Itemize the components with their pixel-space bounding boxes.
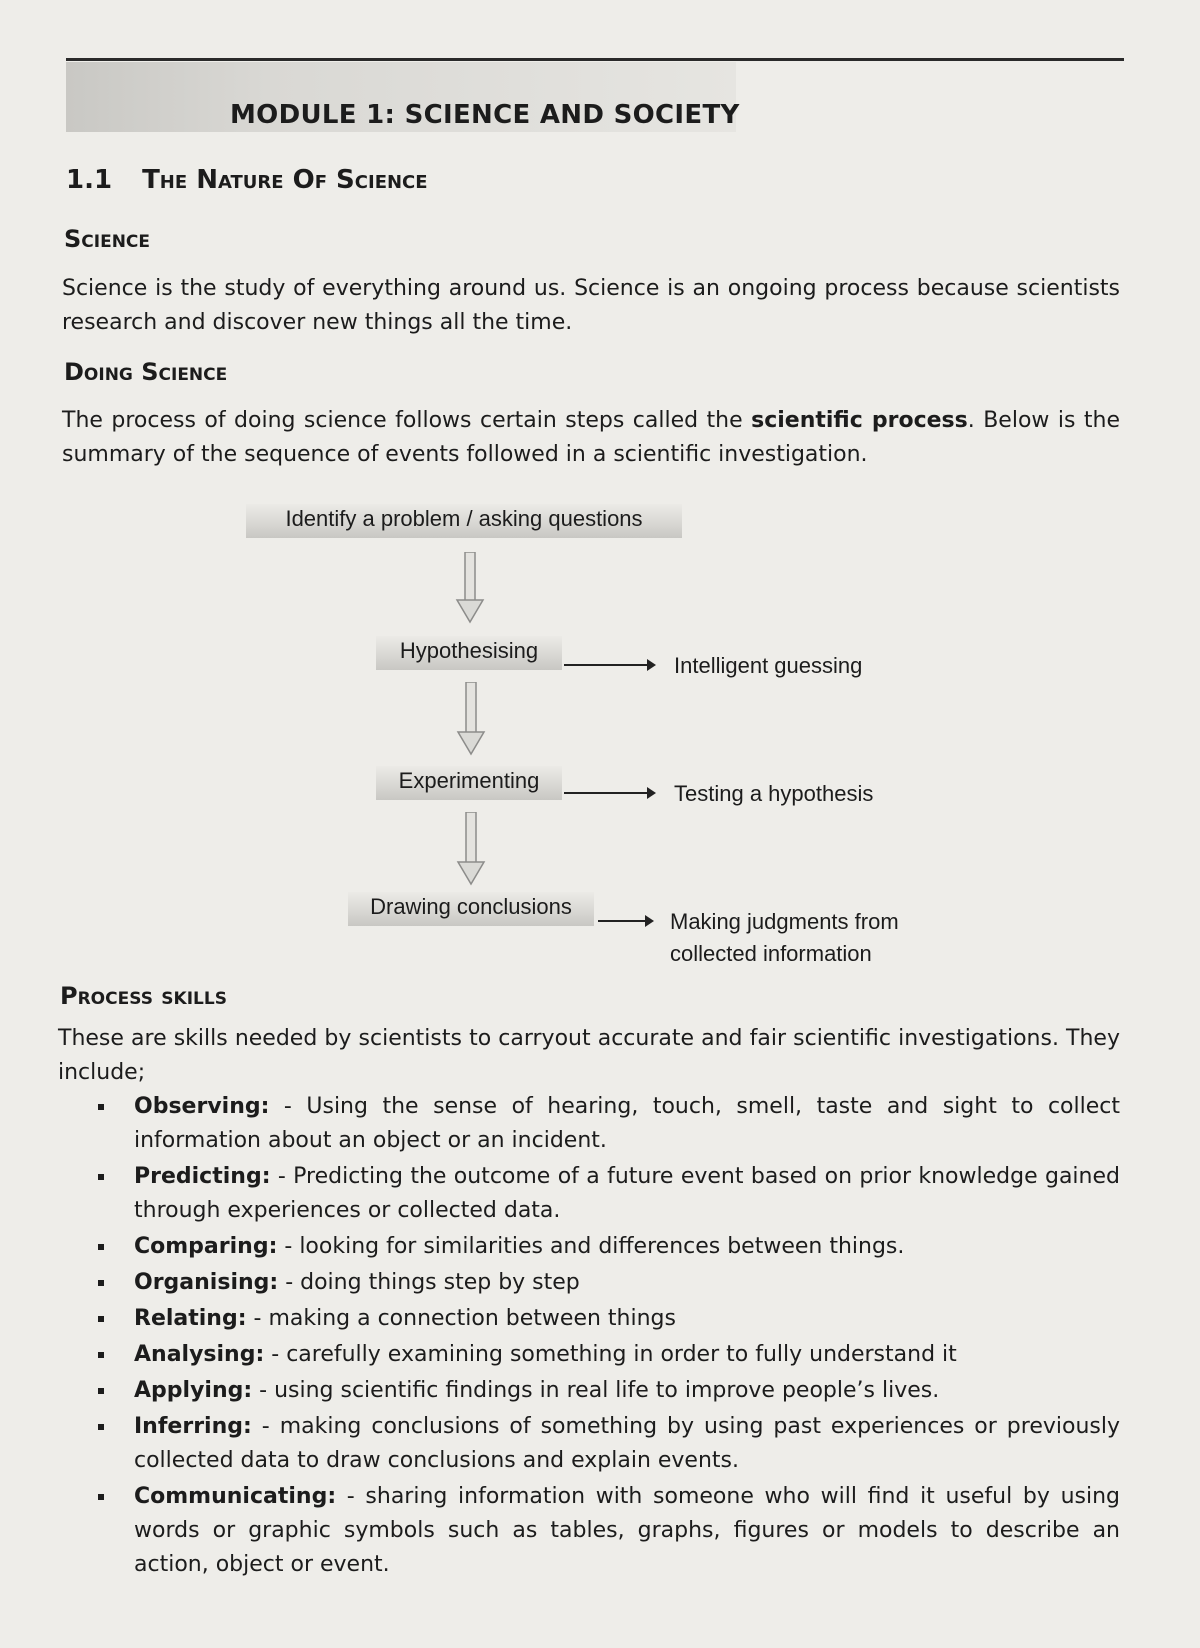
right-arrow-icon [564, 792, 654, 794]
skill-desc: - doing things step by step [278, 1270, 580, 1295]
skill-term: Organising: [134, 1270, 279, 1295]
step-identify-problem: Identify a problem / asking questions [246, 504, 682, 538]
science-paragraph: Science is the study of everything around us. Science is an ongoing process because scientists research and discover new things all the time. [62, 276, 1120, 335]
top-rule [66, 58, 1124, 61]
skill-term: Predicting: [134, 1164, 271, 1189]
process-skills-heading: Process skills [60, 982, 227, 1010]
skill-desc: - carefully examining something in order to fully understand it [264, 1342, 957, 1367]
skill-term: Observing: [134, 1094, 270, 1119]
skill-term: Relating: [134, 1306, 247, 1331]
skill-term: Analysing: [134, 1342, 265, 1367]
note-intelligent-guessing: Intelligent guessing [674, 653, 863, 678]
list-item [96, 1302, 1120, 1336]
list-item [96, 1480, 1120, 1582]
skill-desc: - using scientific findings in real life to improve people’s lives. [252, 1378, 940, 1403]
skill-desc: - sharing information with someone who will find it useful by using words or graphic symbols such as tables, graphs, figures or models to describe an action, object or event. [134, 1484, 1120, 1577]
list-item [96, 1230, 1120, 1264]
down-arrow-icon [455, 552, 485, 624]
skill-term: Communicating: [134, 1484, 337, 1509]
process-skills-intro: These are skills needed by scientists to carryout accurate and fair scientific investigations. They include; [58, 1026, 1120, 1085]
list-item [96, 1374, 1120, 1408]
doing-science-heading: Doing Science [64, 358, 228, 386]
right-arrow-icon [598, 920, 652, 922]
section-number: 1.1 [66, 165, 113, 195]
skill-desc: - making conclusions of something by using past experiences or previously collected data to draw conclusions and explain events. [134, 1414, 1120, 1473]
doing-science-text-b: . Below is the summary of the sequence of events followed in a scientific investigation. [62, 408, 1120, 467]
down-arrow-icon [456, 682, 486, 756]
module-title: MODULE 1: SCIENCE AND SOCIETY [230, 100, 740, 130]
note-making-judgments: Making judgments from collected information [670, 909, 899, 966]
step-drawing-conclusions: Drawing conclusions [348, 892, 594, 926]
list-item [96, 1160, 1120, 1228]
section-name: The Nature Of Science [142, 165, 428, 195]
doing-science-text-a: The process of doing science follows certain steps called the [62, 408, 752, 433]
down-arrow-icon [456, 812, 486, 886]
list-item [96, 1266, 1120, 1300]
doing-science-paragraph [62, 404, 1120, 472]
scientific-process-term: scientific process [751, 408, 968, 433]
list-item [96, 1338, 1120, 1372]
step-experimenting: Experimenting [376, 766, 562, 800]
skill-term: Comparing: [134, 1234, 278, 1259]
skill-desc: - making a connection between things [246, 1306, 676, 1331]
section-title [66, 165, 428, 195]
right-arrow-icon [564, 664, 654, 666]
skill-desc: - Predicting the outcome of a future event based on prior knowledge gained through experiences or collected data. [134, 1164, 1120, 1223]
process-skills-list [96, 1090, 1120, 1584]
skill-desc: - Using the sense of hearing, touch, smell, taste and sight to collect information about an object or an incident. [134, 1094, 1120, 1153]
list-item [96, 1090, 1120, 1158]
note-testing-hypothesis: Testing a hypothesis [674, 781, 874, 806]
science-heading: Science [64, 225, 151, 253]
skill-desc: - looking for similarities and differences between things. [277, 1234, 905, 1259]
skill-term: Inferring: [134, 1414, 252, 1439]
skill-term: Applying: [134, 1378, 253, 1403]
step-hypothesising: Hypothesising [376, 636, 562, 670]
list-item [96, 1410, 1120, 1478]
